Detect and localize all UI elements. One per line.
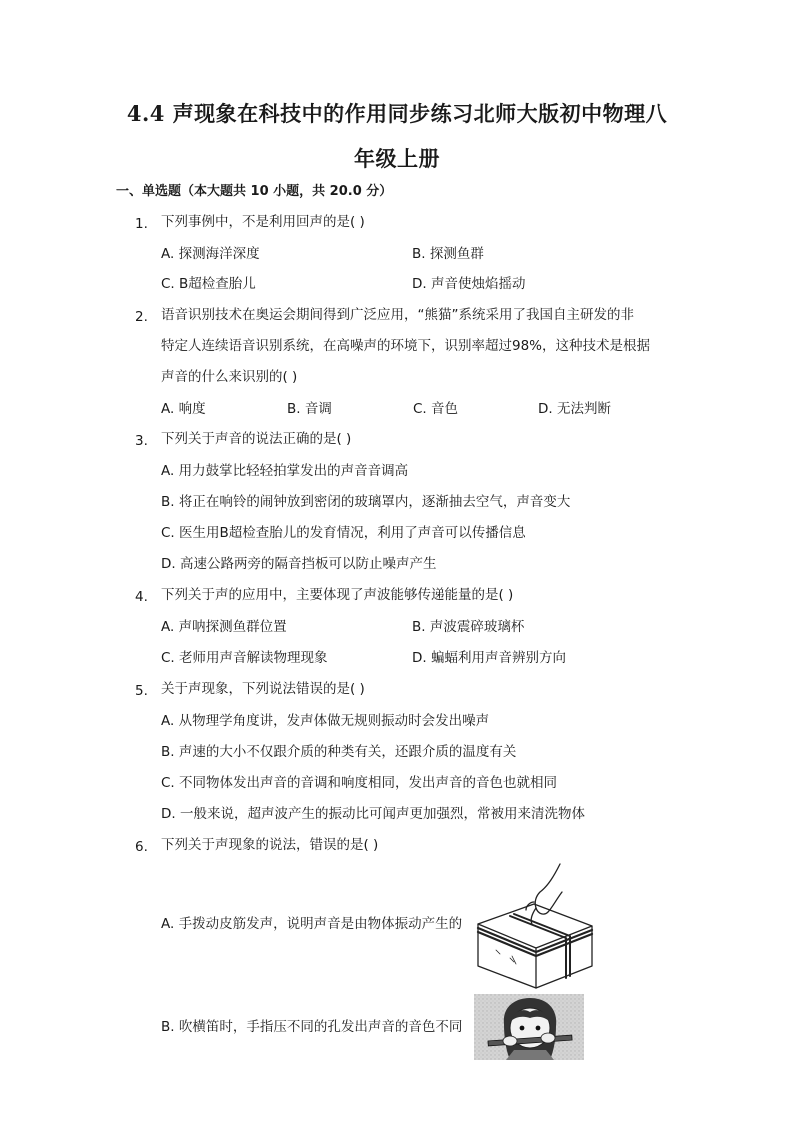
question-2-number: 2. [135,309,148,325]
question-2-stem-line3: 声音的什么来识别的( ) [161,369,298,385]
question-5-option-d: D. 一般来说，超声波产生的振动比可闻声更加强烈，常被用来清洗物体 [161,806,585,822]
question-5-option-b: B. 声速的大小不仅跟介质的种类有关，还跟介质的温度有关 [161,744,517,760]
question-1-option-a: A. 探测海洋深度 [161,246,260,262]
question-3-option-c: C. 医生用B超检查胎儿的发育情况，利用了声音可以传播信息 [161,525,526,541]
question-3-option-a: A. 用力鼓掌比轻轻拍掌发出的声音音调高 [161,463,409,479]
question-6-option-b: B. 吹横笛时，手指压不同的孔发出声音的音色不同 [161,1019,463,1035]
question-5-option-a: A. 从物理学角度讲，发声体做无规则振动时会发出噪声 [161,713,490,729]
question-1-option-b: B. 探测鱼群 [412,246,484,262]
question-6-option-a: A. 手拨动皮筋发声，说明声音是由物体振动产生的 [161,916,463,932]
question-4-number: 4. [135,589,148,605]
flute-player-figure [474,994,584,1060]
question-3-number: 3. [135,433,148,449]
question-2-option-a: A. 响度 [161,401,206,417]
question-3-stem: 下列关于声音的说法正确的是( ) [161,431,352,447]
question-1-option-d: D. 声音使烛焰摇动 [412,276,526,292]
question-3-option-d: D. 高速公路两旁的隔音挡板可以防止噪声产生 [161,556,437,572]
question-4-option-b: B. 声波震碎玻璃杯 [412,619,525,635]
box-rubber-band-figure [474,862,596,990]
question-2-option-c: C. 音色 [413,401,459,417]
question-1-option-c: C. B超检查胎儿 [161,276,256,292]
section-heading: 一、单选题（本大题共 10 小题，共 20.0 分） [116,184,393,199]
question-1-stem: 下列事例中，不是利用回声的是( ) [161,214,365,230]
question-2-stem-line1: 语音识别技术在奥运会期间得到广泛应用，“熊猫”系统采用了我国自主研发的非 [161,307,634,323]
question-6-number: 6. [135,839,148,855]
question-4-option-d: D. 蝙蝠利用声音辨别方向 [412,650,566,666]
question-6-stem: 下列关于声现象的说法，错误的是( ) [161,837,379,853]
question-5-stem: 关于声现象，下列说法错误的是( ) [161,681,365,697]
question-4-stem: 下列关于声的应用中，主要体现了声波能够传递能量的是( ) [161,587,514,603]
question-5-number: 5. [135,683,148,699]
question-4-option-a: A. 声呐探测鱼群位置 [161,619,287,635]
question-5-option-c: C. 不同物体发出声音的音调和响度相同，发出声音的音色也就相同 [161,775,558,791]
question-1-number: 1. [135,216,148,232]
question-2-option-b: B. 音调 [287,401,332,417]
question-2-stem-line2: 特定人连续语音识别系统，在高噪声的环境下，识别率超过98%，这种技术是根据 [161,338,651,354]
question-4-option-c: C. 老师用声音解读物理现象 [161,650,328,666]
question-2-option-d: D. 无法判断 [538,401,611,417]
question-3-option-b: B. 将正在响铃的闹钟放到密闭的玻璃罩内，逐渐抽去空气，声音变大 [161,494,571,510]
page-title-line1: 4.4 声现象在科技中的作用同步练习北师大版初中物理八 [126,101,668,126]
page-title-line2: 年级上册 [354,146,440,171]
